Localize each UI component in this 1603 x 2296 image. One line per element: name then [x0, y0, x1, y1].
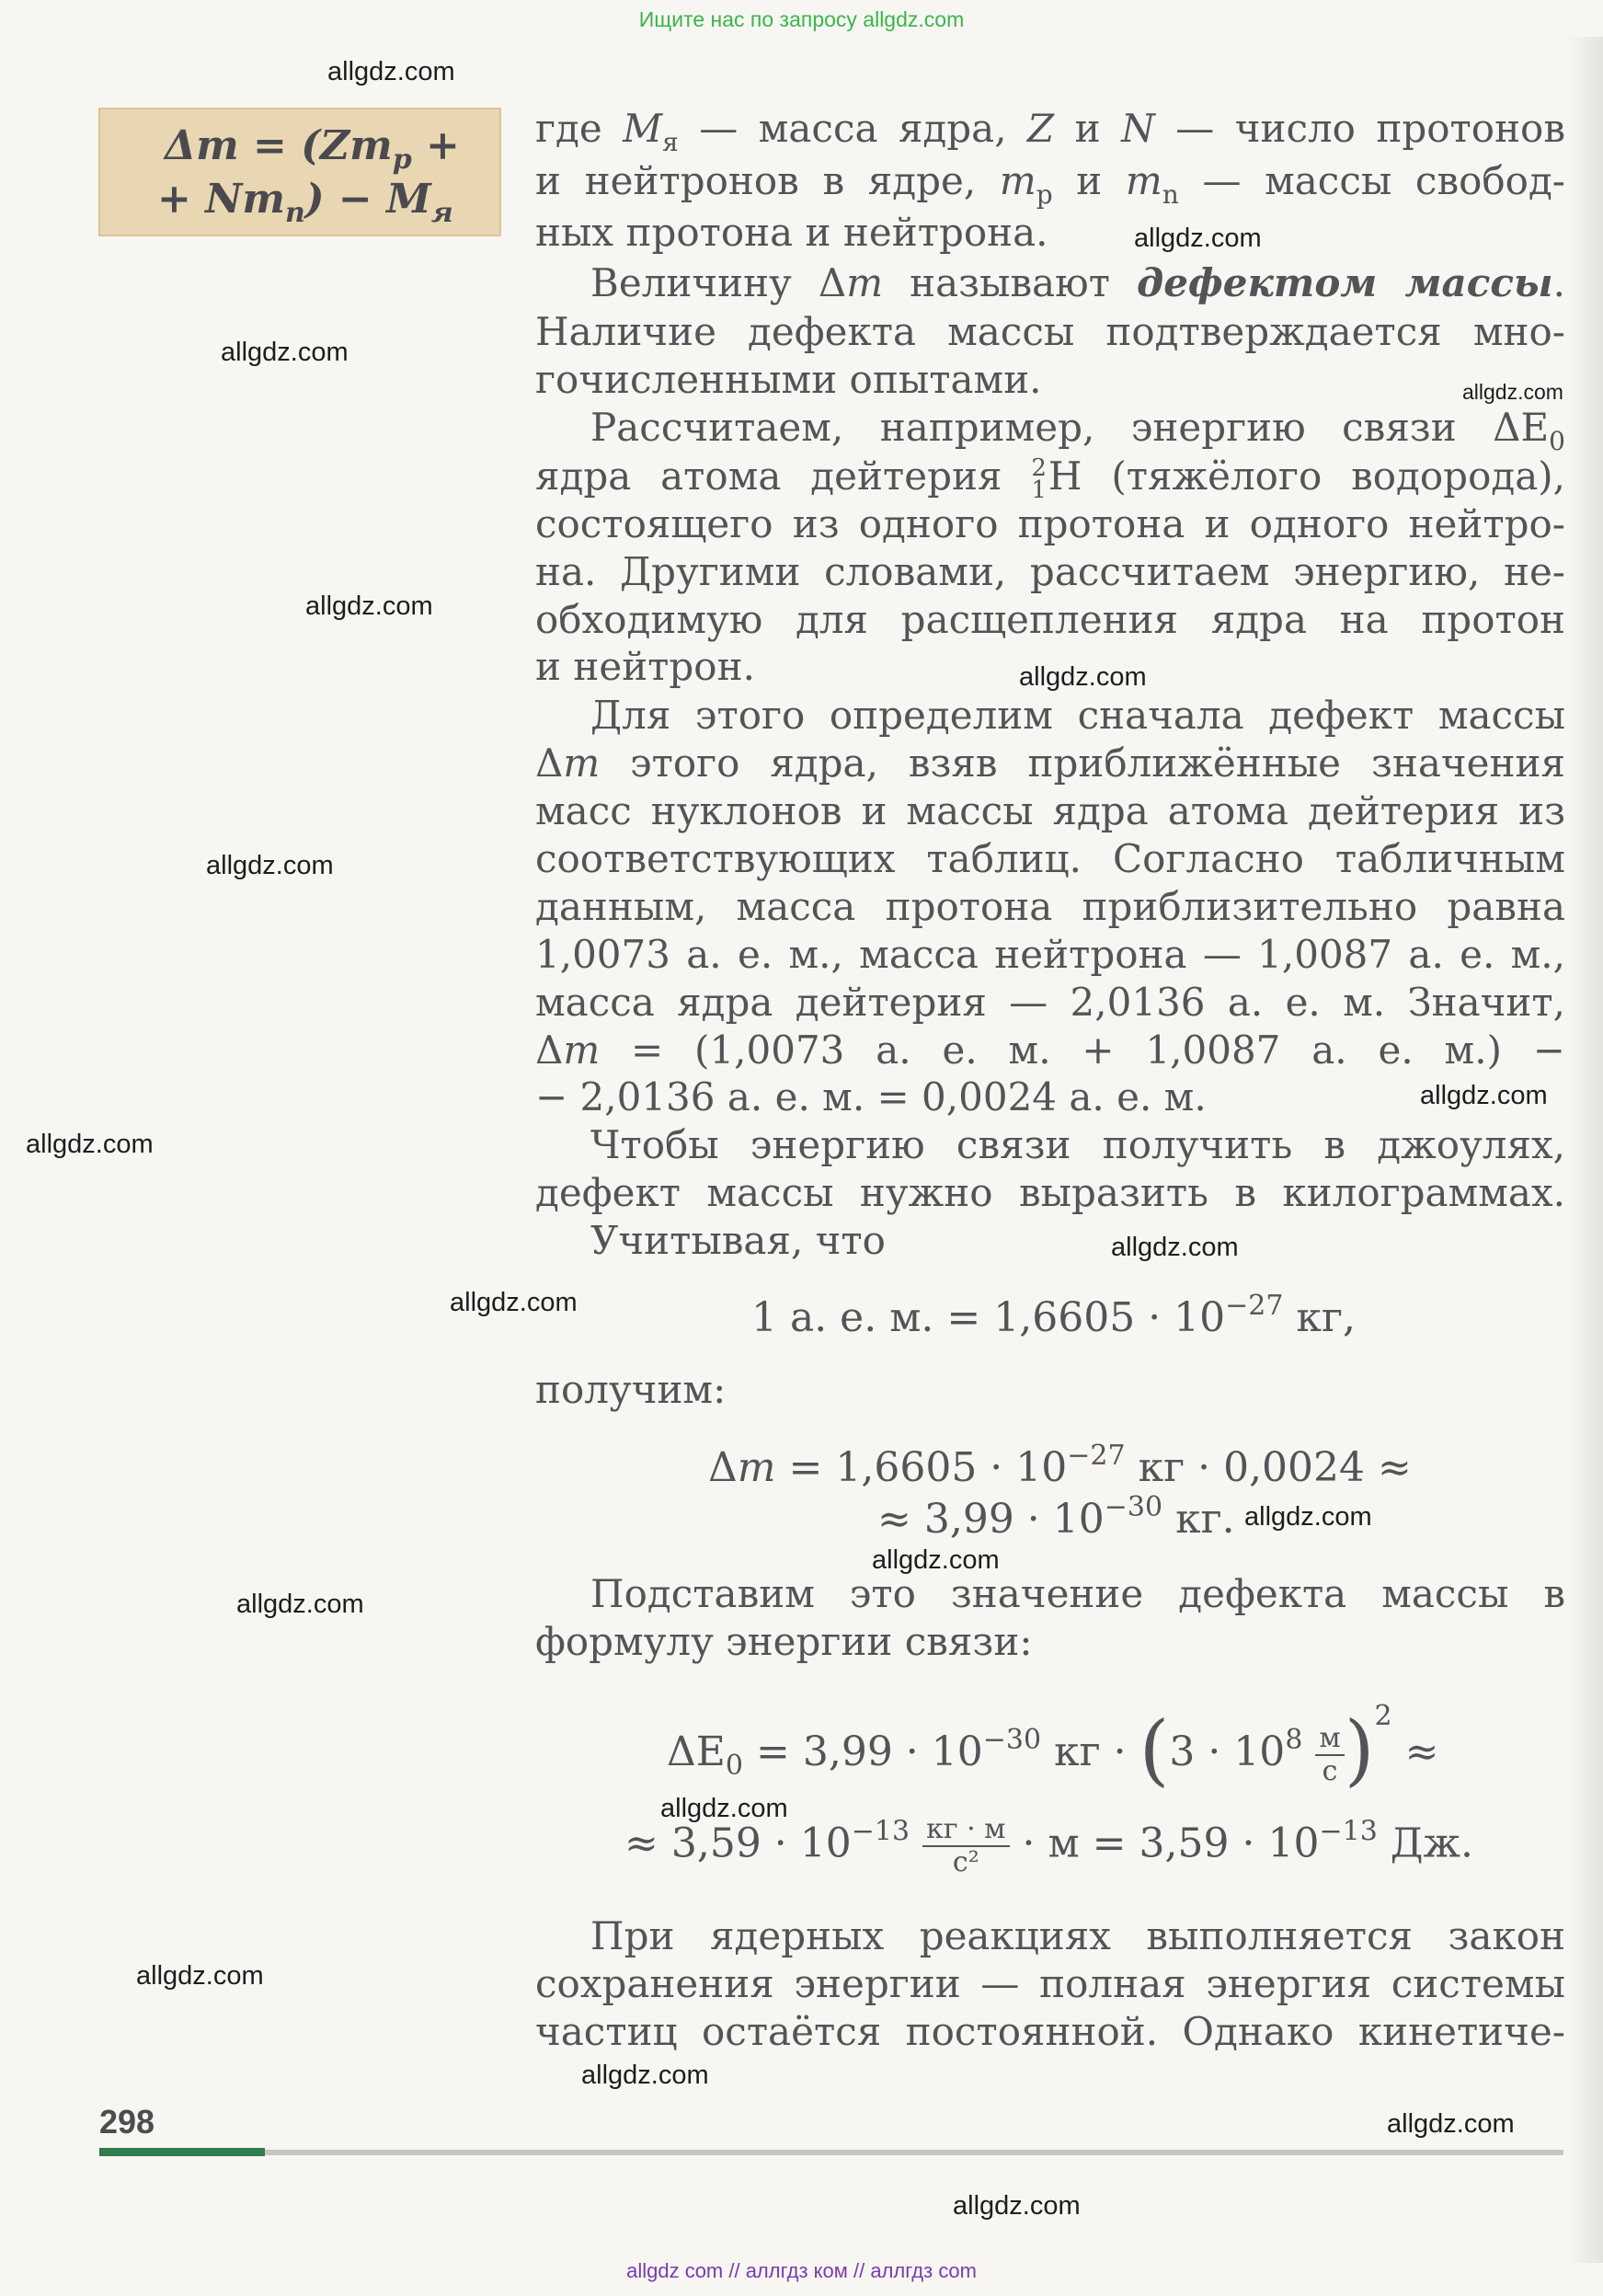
page-edge-shadow	[1566, 37, 1603, 2263]
text-line: где $M_я$ — масса ядра, Z и N — число протонов	[535, 106, 1565, 157]
text-line: частиц остаётся постоянной. Однако кинетиче-	[535, 2009, 1565, 2054]
text-line: ядра атома дейтерия 2 1 H (тяжёлого водорода),	[535, 453, 1565, 504]
equation-binding-energy-1: $\Delta E_0 = 3,99 \cdot 10^{-30}$ кг · ($3 \cdot 10^8$ $\frac{м}{с}$ )$^2$ ≈	[667, 1700, 1439, 1795]
text-line: на. Другими словами, рассчитаем энергию, не-	[535, 549, 1565, 594]
top-banner[interactable]: Ищите нас по запросу allgdz.com	[638, 7, 965, 31]
watermark: allgdz.com	[953, 2191, 1081, 2221]
text-line: Рассчитаем, например, энергию связи $\Delta E_0$	[590, 405, 1565, 456]
equation-mass-defect-kg-2: ≈ $3,99 \cdot 10^{-30}$ кг.	[877, 1491, 1235, 1543]
watermark: allgdz.com	[1019, 662, 1147, 692]
text-line: сохранения энергии — полная энергия системы	[535, 1961, 1565, 2006]
formula-line-2: + $Nm_n) - M_я$	[157, 176, 453, 229]
text-line: Наличие дефекта массы подтверждается мно-	[535, 309, 1565, 354]
equation-mass-defect-kg-1: $\Delta m = 1,6605 \cdot 10^{-27}$ кг · 0,0024 ≈	[708, 1440, 1412, 1491]
text-line: формулу энергии связи:	[535, 1619, 1033, 1664]
text-line: соответствующих таблиц. Согласно табличным	[535, 836, 1565, 881]
bottom-banner[interactable]: allgdz com // аллгдз ком // аллгдз com	[626, 2259, 977, 2282]
text-line: Δm этого ядра, взяв приближённые значения	[535, 740, 1565, 786]
text-line: 1,0073 а. е. м., масса нейтрона — 1,0087 а. е. м.,	[535, 932, 1565, 977]
text-line: Чтобы энергию связи получить в джоулях,	[590, 1122, 1565, 1167]
watermark: allgdz.com	[660, 1794, 788, 1823]
text-line: Подставим это значение дефекта массы в	[590, 1571, 1565, 1616]
watermark: allgdz.com	[1420, 1081, 1548, 1110]
watermark: allgdz.com	[221, 338, 349, 367]
sidebar-formula-box	[98, 108, 501, 236]
watermark: allgdz.com	[206, 851, 334, 880]
watermark: allgdz.com	[450, 1288, 578, 1317]
text-line: − 2,0136 а. е. м. = 0,0024 а. е. м.	[535, 1074, 1207, 1119]
watermark: allgdz.com	[327, 57, 455, 86]
equation-amu: 1 а. е. м. = $1,6605 \cdot 10^{-27}$ кг,	[751, 1290, 1356, 1341]
text-line: дефект массы нужно выразить в килограммах.	[535, 1170, 1565, 1215]
watermark: allgdz.com	[581, 2061, 709, 2090]
footer-rule-accent	[99, 2148, 265, 2156]
fraction-m-per-s: $\frac{м}{с}$	[1315, 1723, 1344, 1787]
text-line: гочисленными опытами.	[535, 357, 1042, 402]
text-line: и нейтрон.	[535, 644, 755, 689]
watermark: allgdz.com	[1244, 1502, 1372, 1532]
term-mass-defect: дефектом массы	[1136, 260, 1553, 305]
equation-binding-energy-2: ≈ $3,59 \cdot 10^{-13}$ $\frac{кг \cdot м}{\text{с²}}$ · $м = 3,59 \cdot 10^{-13}$ Дж.	[624, 1813, 1474, 1878]
watermark: allgdz.com	[1111, 1233, 1239, 1262]
fraction-kg-m-per-s2: $\frac{кг \cdot м}{\text{с²}}$	[922, 1814, 1009, 1878]
watermark: allgdz.com	[1387, 2109, 1515, 2139]
watermark: allgdz.com	[236, 1590, 364, 1619]
text-line: Для этого определим сначала дефект массы	[590, 693, 1565, 738]
text-line: Δm = (1,0073 а. е. м. + 1,0087 а. е. м.) −	[535, 1027, 1565, 1073]
text-line: данным, масса протона приблизительно равна	[535, 884, 1565, 929]
text-line: масс нуклонов и массы ядра атома дейтерия из	[535, 788, 1565, 833]
text-line: Учитывая, что	[590, 1218, 886, 1263]
text-line: обходимую для расщепления ядра на протон	[535, 597, 1565, 642]
page-number: 298	[99, 2103, 155, 2141]
formula-line-1: $\Delta m = (Zm_p$ +	[165, 122, 460, 176]
footer-rule	[265, 2150, 1563, 2155]
watermark: allgdz.com	[136, 1961, 264, 1991]
text-line: Величину Δm называют дефектом массы.	[590, 260, 1566, 305]
watermark: allgdz.com	[1462, 380, 1563, 404]
text-line: При ядерных реакциях выполняется закон	[590, 1913, 1565, 1958]
text-line: и нейтронов в ядре, $m_p$ и $m_n$ — массы свобод-	[535, 158, 1565, 210]
text-line: состоящего из одного протона и одного нейтро-	[535, 501, 1565, 546]
watermark: allgdz.com	[26, 1130, 154, 1159]
text-line: ных протона и нейтрона.	[535, 210, 1048, 255]
text-line: масса ядра дейтерия — 2,0136 а. е. м. Значит,	[535, 980, 1565, 1025]
watermark: allgdz.com	[305, 591, 433, 621]
text-line: получим:	[535, 1367, 727, 1412]
watermark: allgdz.com	[1134, 224, 1262, 253]
watermark: allgdz.com	[872, 1545, 1000, 1575]
